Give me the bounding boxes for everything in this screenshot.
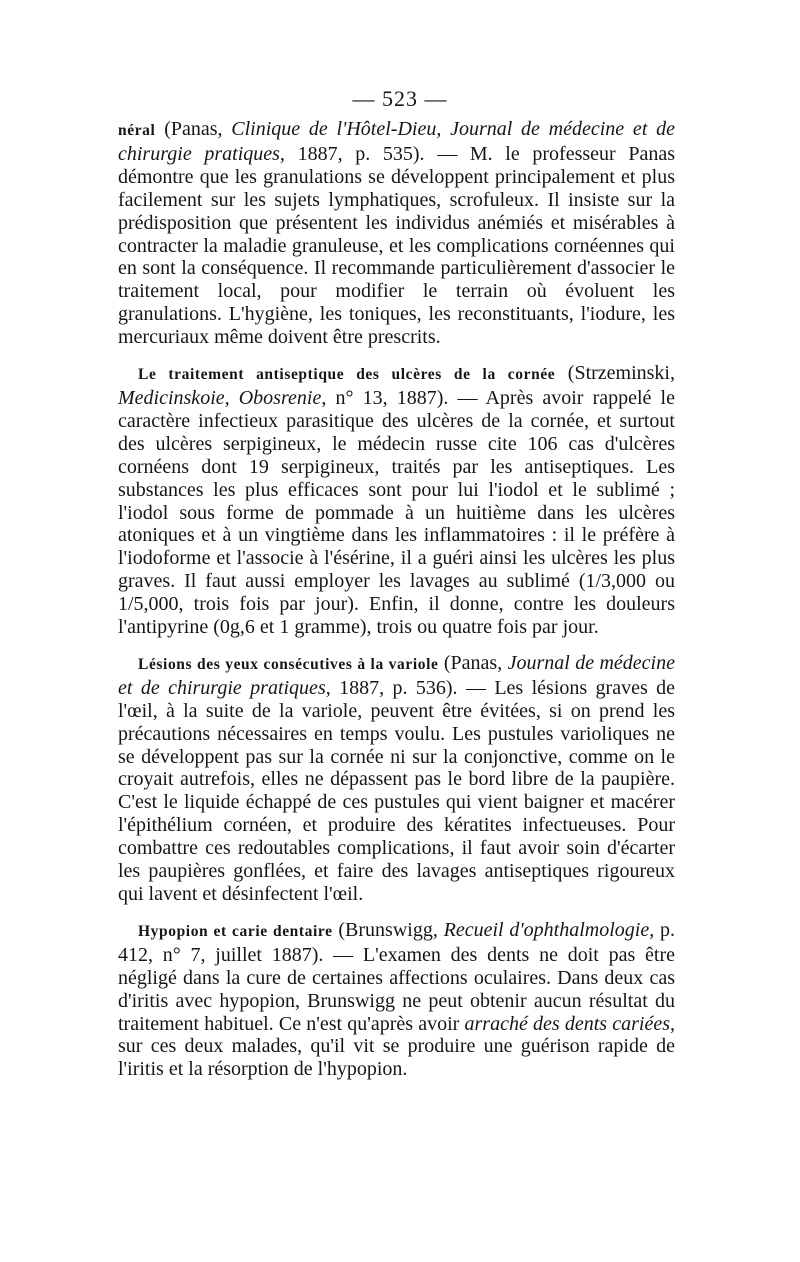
- emphasis: arraché des dents cariées: [464, 1012, 671, 1035]
- run: , p. 412, n° 7, juillet 1887). — L'examen des dents ne doit pas être négligé dans la cure de certaines affections oculaires. Dans deux cas d'iritis avec hypopion, Brunswigg ne peut obtenir aucun résultat du traitement habituel. Ce n'est qu'après avoir: [118, 918, 675, 1035]
- paragraph-variola-lesions: [118, 652, 675, 906]
- section-heading: Le traitement antiseptique des ulcères de la cornée: [138, 366, 556, 384]
- run: , 1887, p. 536). — Les lésions graves de l'œil, à la suite de la variole, peuvent être évitées, si on prend les précautions nécessaires en temps voulu. Les pustules varioliques ne se développent pas sur la cornée ni sur la conjonctive, comme on le croyait autrefois, elles ne dépassent pas le bord libre de la paupière. C'est le liquide échappé de ces pustules qui vient baigner et macérer l'épithélium cornéen, et produire des kératites infectueuses. Pour combattre ces redoutables complications, il faut avoir soin d'écarter les paupières gonflées, et faire des lavages antiseptiques rigoureux qui lavent et désinfectent l'œil.: [118, 676, 676, 905]
- citation-title: Clinique de l'Hôtel-Dieu, Journal de médecine et de chirurgie pratiques: [118, 118, 675, 165]
- run: (Strzeminski,: [555, 362, 675, 385]
- page-number: — 523 —: [352, 86, 448, 111]
- paragraph-antiseptic-treatment: [118, 362, 675, 639]
- citation-title: Journal de médecine et de chirurgie pratiques: [118, 651, 675, 699]
- citation-title: Medicinskoie, Obosrenie: [118, 386, 322, 409]
- run: (Panas,: [155, 118, 232, 140]
- run: néral: [118, 122, 156, 139]
- citation-title: Recueil d'ophthalmologie: [443, 918, 650, 941]
- run: , sur ces deux malades, qu'il vit se produire une guérison rapide de l'iritis et la résorption de l'hypopion.: [118, 1012, 676, 1081]
- paragraph-continuation-panas: [118, 118, 675, 349]
- section-heading: Hypopion et carie dentaire: [138, 922, 333, 940]
- section-heading: Lésions des yeux consécutives à la variole: [138, 655, 439, 673]
- run: (Panas,: [438, 651, 508, 674]
- body-text: [118, 118, 675, 1081]
- run: , n° 13, 1887). — Après avoir rappelé le caractère infectieux parasitique des ulcères de la cornée, et surtout des ulcères serpigineux, le médecin russe cite 106 cas d'ulcères cornéens dont 19 serpigineux, traités par les antiseptiques. Les substances les plus efficaces sont pour lui l'iodol et le sublimé ; l'iodol sous forme de pommade à un huitième dans les ulcères atoniques et à un vingtième dans les inflammatoires : il le préfère à l'iodoforme et l'associe à l'ésérine, il a guéri ainsi les ulcères les plus graves. Il faut aussi employer les lavages au sublimé (1/3,000 ou 1/5,000, trois fois par jour). Enfin, il donne, contre les douleurs l'antipyrine (0g,6 et 1 gramme), trois ou quatre fois par jour.: [118, 386, 675, 639]
- run: (Brunswigg,: [332, 918, 444, 941]
- paragraph-hypopion: [118, 919, 675, 1081]
- run: , 1887, p. 535). — M. le professeur Panas démontre que les granulations se développent principalement et plus facilement sur les sujets lymphatiques, scrofuleux. Il insiste sur la prédisposition que présentent les individus anémiés et misérables à contracter la maladie granuleuse, et les complications cornéennes qui en sont la conséquence. Il recommande particulièrement d'associer le traitement local, pour modifier le terrain où évoluent les granulations. L'hygiène, les toniques, les reconstituants, l'iodure, les mercuriaux même doivent être prescrits.: [118, 142, 675, 349]
